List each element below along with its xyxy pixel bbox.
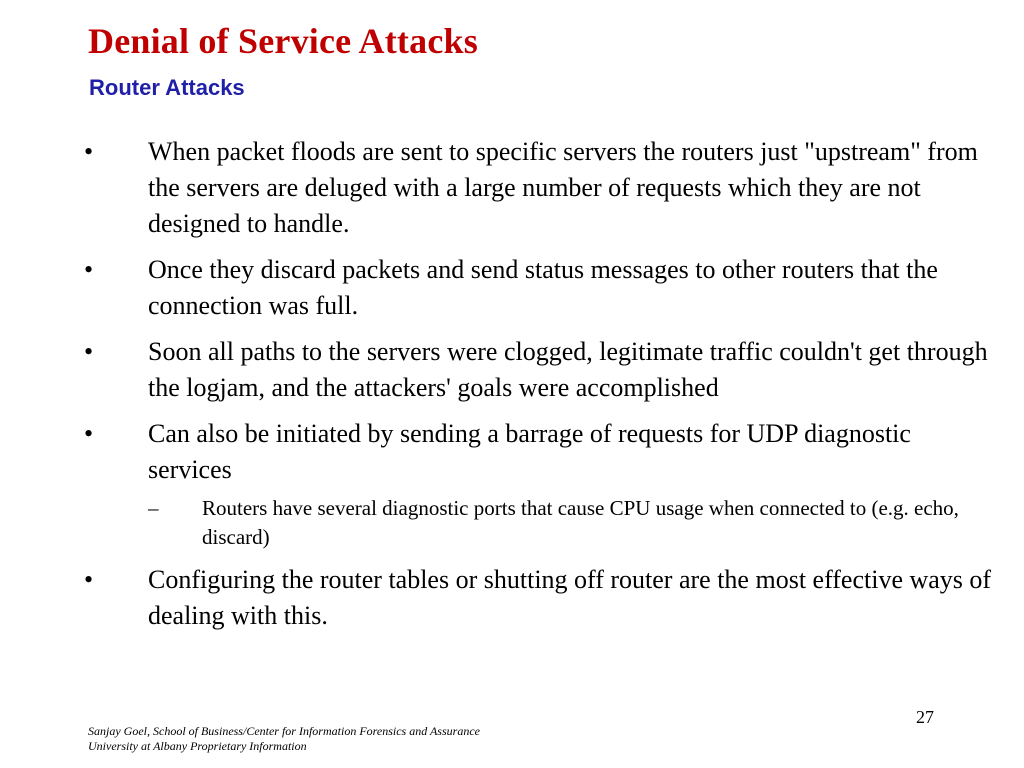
- bullet-item: [84, 416, 994, 552]
- bullet-item: [84, 252, 994, 324]
- subbullet-text: Routers have several diagnostic ports that cause CPU usage when connected to (e.g. echo, discard): [202, 496, 959, 549]
- bullet-marker: •: [84, 565, 94, 594]
- footer-author-line: Sanjay Goel, School of Business/Center for Information Forensics and Assurance: [88, 724, 480, 738]
- footer: [88, 724, 480, 754]
- subbullet-item: [148, 494, 994, 552]
- bullet-text: Configuring the router tables or shutting off router are the most effective ways of dealing with this.: [148, 565, 992, 630]
- page-number: 27: [916, 707, 934, 727]
- bullet-item: [84, 134, 994, 242]
- bullet-marker: •: [84, 255, 94, 284]
- slide-title: Denial of Service Attacks: [88, 21, 478, 61]
- bullet-item: [84, 334, 994, 406]
- bullet-text: Can also be initiated by sending a barrage of requests for UDP diagnostic services: [148, 419, 911, 484]
- bullet-list: [84, 134, 994, 644]
- footer-proprietary-line: University at Albany Proprietary Information: [88, 739, 307, 753]
- bullet-marker: •: [84, 419, 94, 448]
- bullet-item: [84, 562, 994, 634]
- bullet-text: Soon all paths to the servers were clogged, legitimate traffic couldn't get through the logjam, and the attackers' goals were accomplished: [148, 337, 988, 402]
- subbullet-marker: –: [148, 496, 159, 520]
- subbullet-list: [148, 494, 994, 552]
- bullet-text: When packet floods are sent to specific servers the routers just "upstream" from the servers are deluged with a large number of requests which they are not designed to handle.: [148, 137, 978, 238]
- slide-subtitle: Router Attacks: [89, 75, 245, 100]
- bullet-marker: •: [84, 137, 94, 166]
- bullet-marker: •: [84, 337, 94, 366]
- bullet-text: Once they discard packets and send status messages to other routers that the connection was full.: [148, 255, 938, 320]
